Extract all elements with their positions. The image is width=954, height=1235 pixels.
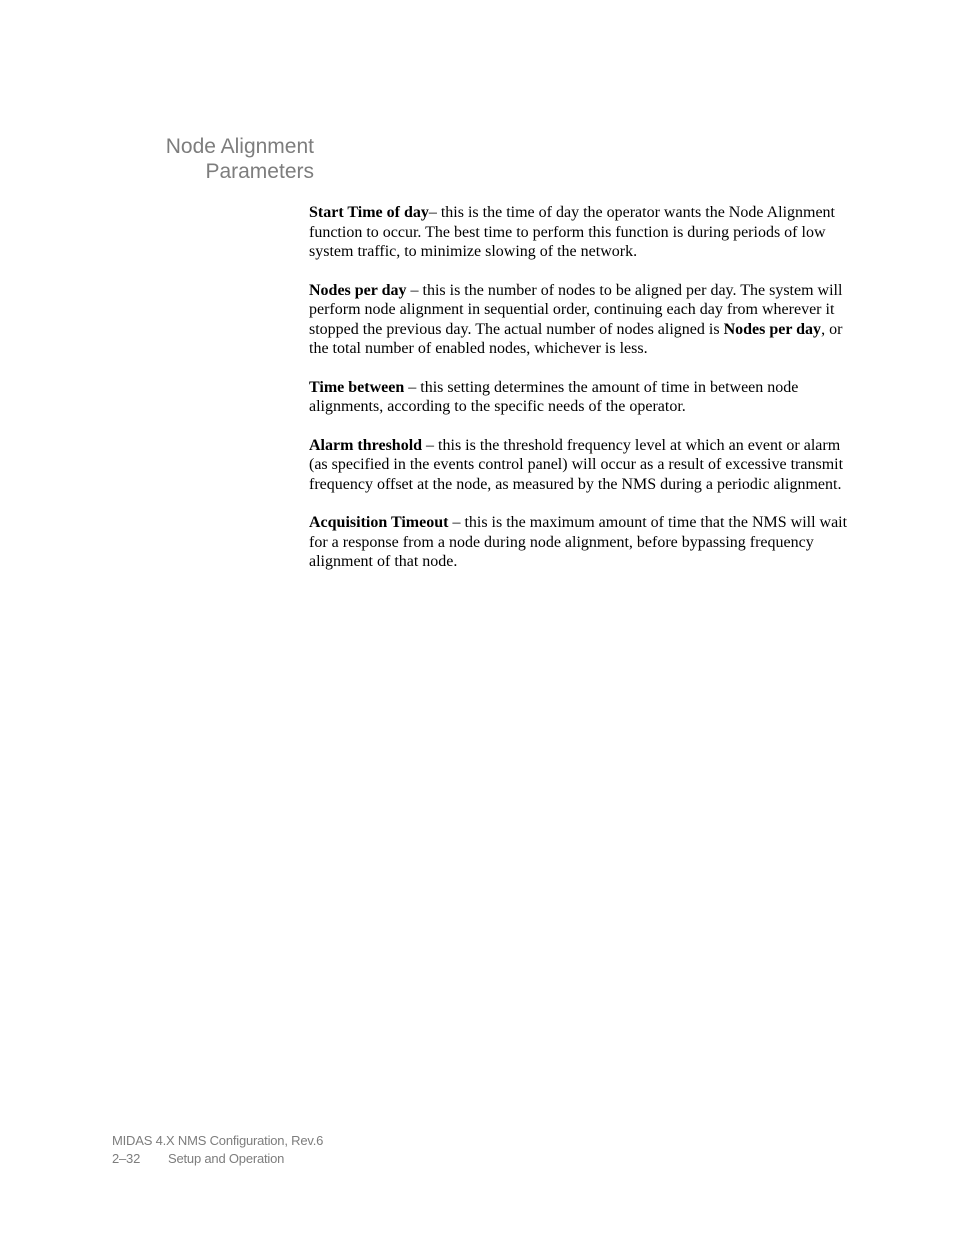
- desc-alarm-threshold: – this is the threshold frequency level at which an event or alarm (as specified in the events control panel) will occur as a result of excessive transmit frequency offset at the node, as measured by the NMS during a periodic alignment.: [309, 436, 844, 493]
- desc-nodes-per-day-end: , or the total number of enabled nodes, whichever is less.: [309, 320, 843, 357]
- section-heading-line2: Parameters: [205, 160, 314, 183]
- desc-acquisition-timeout: – this is the maximum amount of time that the NMS will wait for a response from a node during node alignment, before bypassing frequency alignment of that node.: [309, 514, 848, 570]
- term-nodes-per-day: Nodes per day: [309, 281, 407, 299]
- footer-section: Setup and Operation: [168, 1151, 285, 1166]
- desc-nodes-per-day: – this is the number of nodes to be aligned per day. The system will perform node alignment in sequential order, continuing each day from wherever it stopped the previous day. The actual number of nodes aligned is: [309, 281, 843, 338]
- page-footer: [112, 1132, 323, 1168]
- section-heading: [120, 134, 314, 184]
- term-time-between: Time between: [309, 378, 405, 396]
- term-acquisition-timeout: Acquisition Timeout: [309, 514, 449, 531]
- paragraph-nodes-per-day: [309, 281, 849, 359]
- desc-start-time: – this is the time of day the operator wants the Node Alignment function to occur. The best time to perform this function is during periods of low system traffic, to minimize slowing of the network.: [309, 204, 835, 260]
- paragraph-start-time: [309, 203, 849, 262]
- footer-page-number: 2–32: [112, 1151, 141, 1166]
- term-nodes-per-day-inline: Nodes per day: [723, 320, 822, 338]
- term-start-time: Start Time of day: [309, 204, 429, 221]
- paragraph-alarm-threshold: [309, 436, 849, 495]
- paragraph-time-between: [309, 378, 849, 417]
- paragraph-acquisition-timeout: [309, 513, 849, 572]
- body-text: [309, 203, 849, 591]
- desc-time-between: – this setting determines the amount of time in between node alignments, according to the specific needs of the operator.: [309, 378, 799, 415]
- footer-doc-title: MIDAS 4.X NMS Configuration, Rev.6: [112, 1133, 324, 1148]
- term-alarm-threshold: Alarm threshold: [309, 436, 423, 454]
- footer-row: [112, 1150, 323, 1168]
- section-heading-line1: Node Alignment: [165, 135, 314, 158]
